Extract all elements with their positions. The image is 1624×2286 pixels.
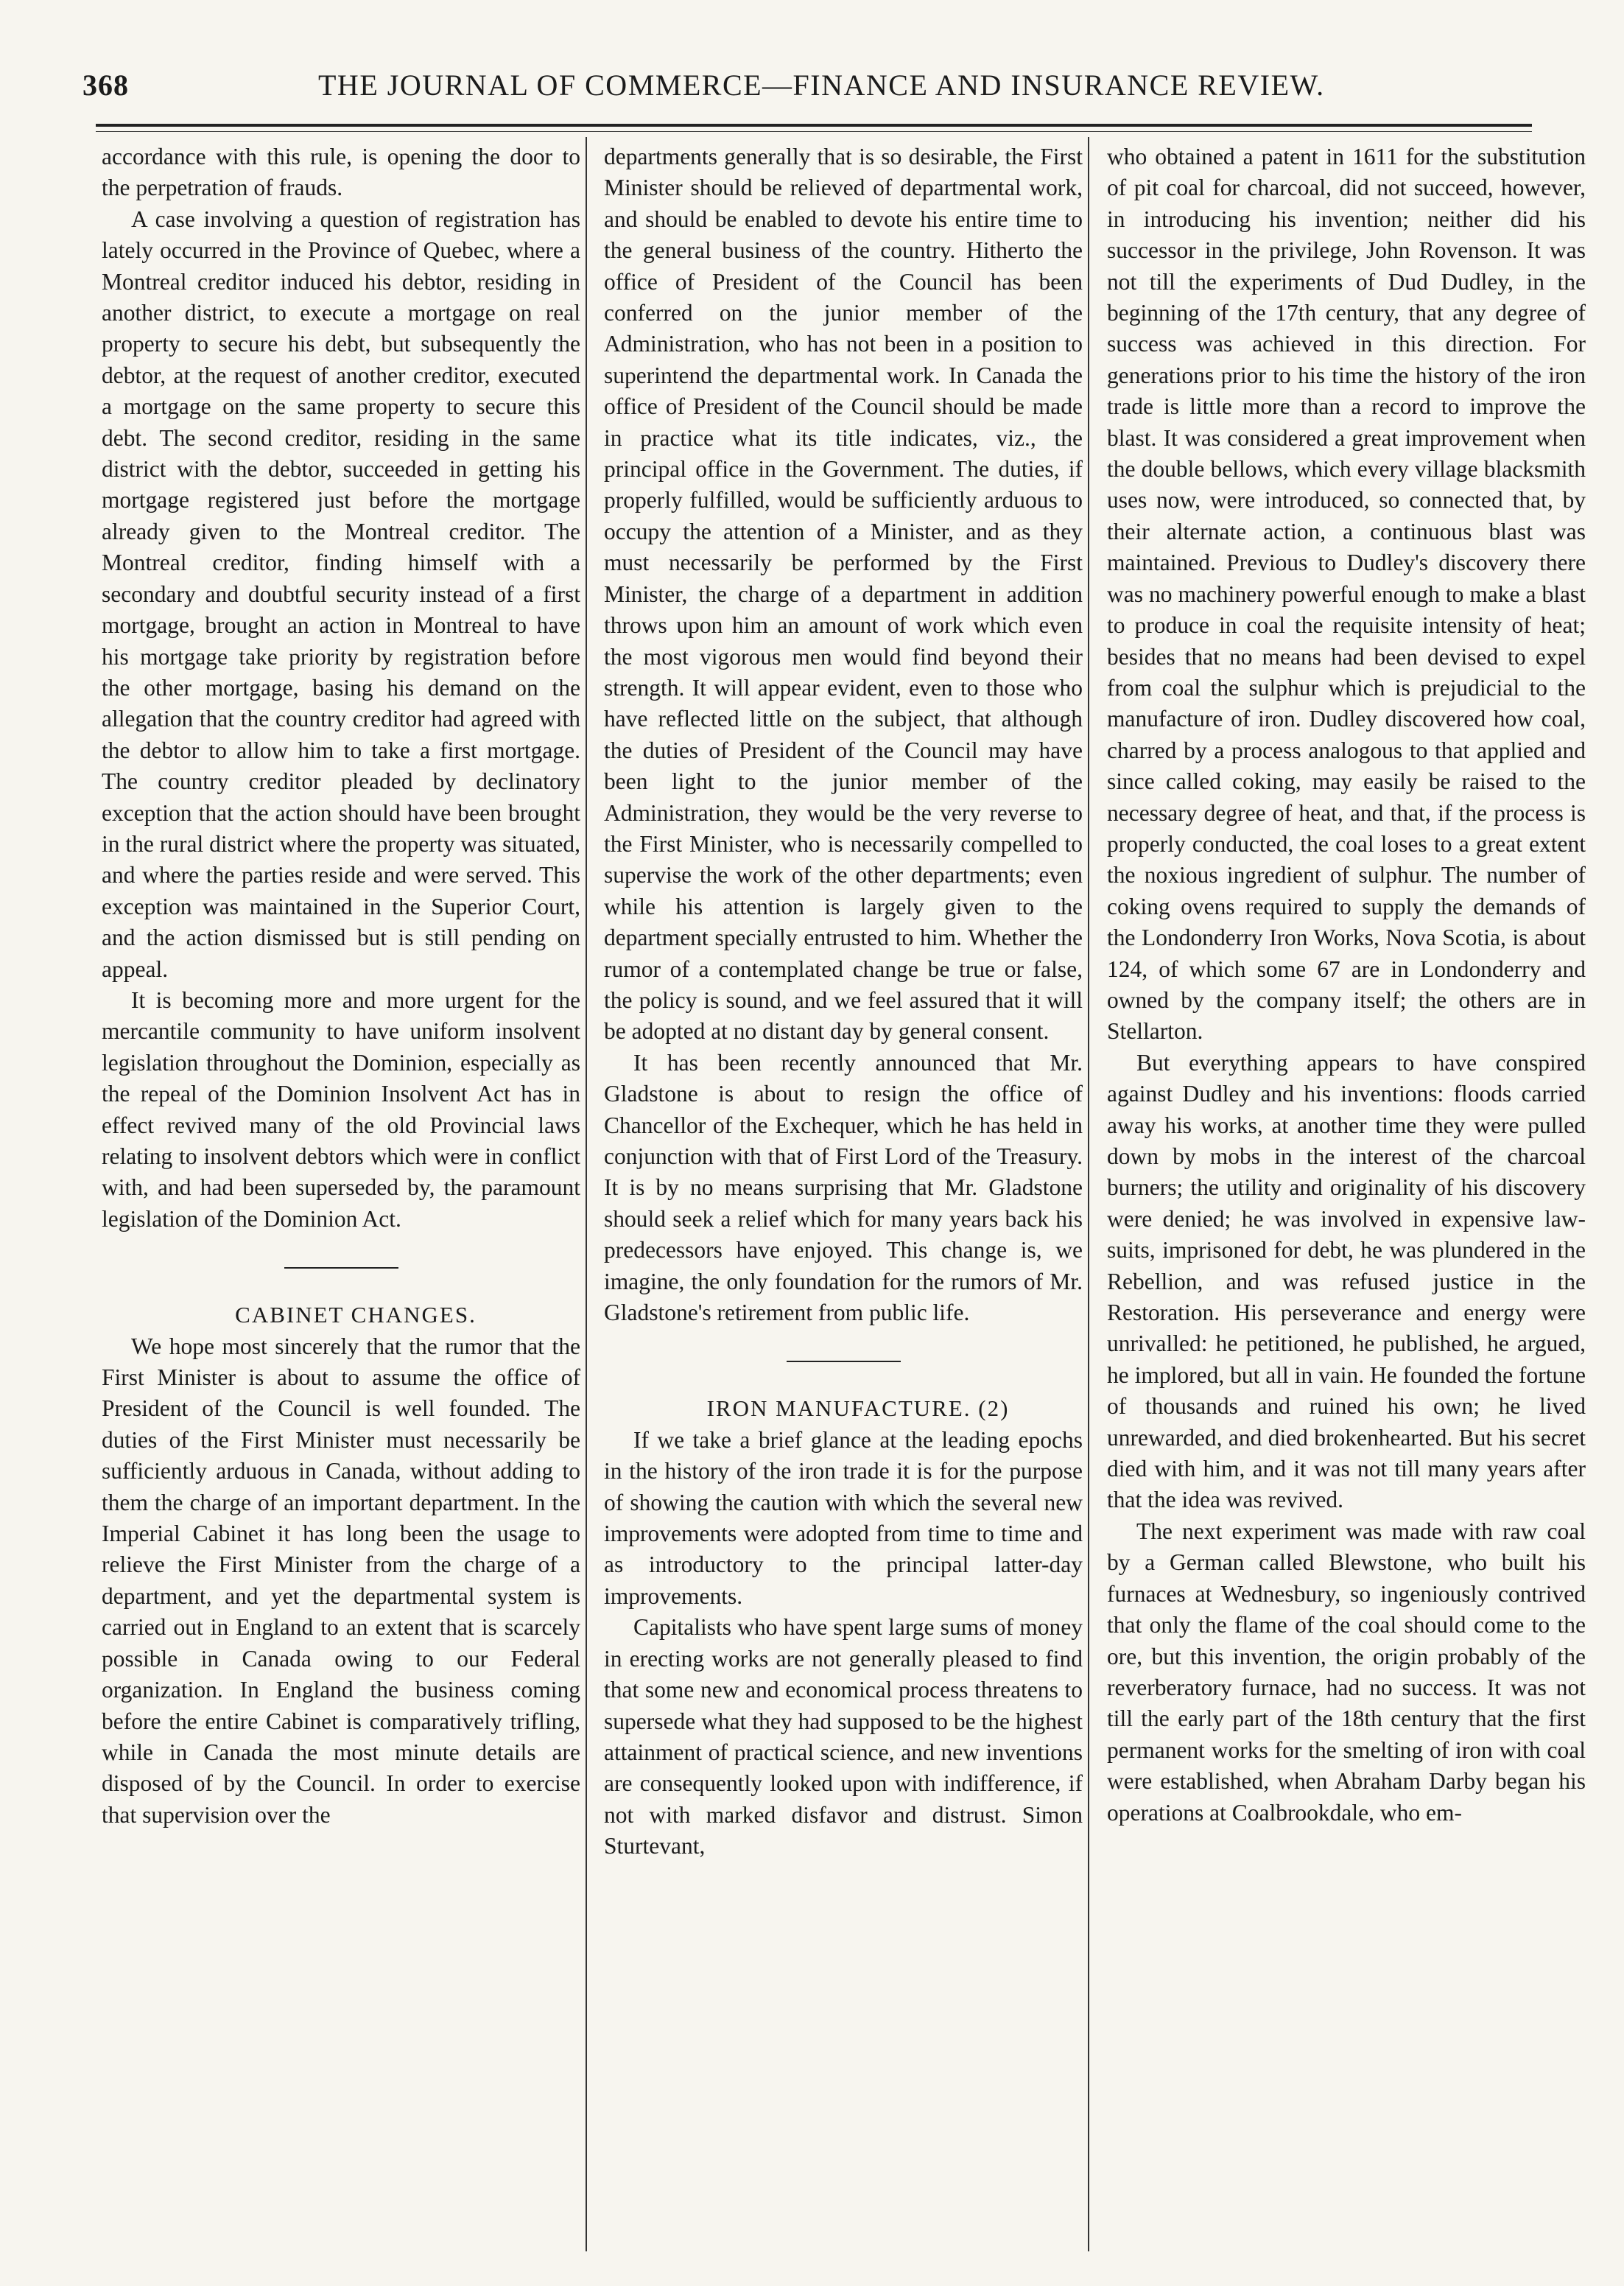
paragraph: But everything appears to have conspired against Dudley and his inventions: floods carried away his works, at another time they were pulled down by mobs in the interest of the charcoal burners; the utility and originality of his discovery were denied; he was involved in expensive law-suits, imprisoned for debt, he was plundered in the Rebellion, and was refused justice in the Restoration. His perseverance and energy were unrivalled: he petitioned, he published, he argued, he implored, but all in vain. He founded the fortune of thousands and ruined his own; he lived unrewarded, and died brokenhearted. But his secret died with him, and it was not till many years after that the idea was revived. — [1107, 1049, 1586, 1513]
column-2 — [604, 141, 1083, 1862]
section-heading-iron-manufacture: IRON MANUFACTURE. (2) — [706, 1395, 1010, 1422]
section-divider — [284, 1267, 398, 1269]
section-divider — [787, 1361, 901, 1362]
paragraph: departments generally that is so desirable, the First Minister should be relieved of departmental work, and should be enabled to devote his entire time to the general business of the country. Hitherto the office of President of the Council has been conferred on the junior member of the Administration, who has not been in a position to superintend the departmental work. In Canada the office of President of the Council should be made in practice what its title indicates, viz., the principal office in the Government. The duties, if properly fulfilled, would be sufficiently arduous to occupy the attention of a Minister, and as they must necessarily be performed by the First Minister, the charge of a department in addition throws upon him an amount of work which even the most vigorous men would find beyond their strength. It will appear evident, even to those who have reflected little on the subject, that although the duties of President of the Council may have been light to the junior member of the Administration, they would be the very reverse to the First Minister, who is necessarily compelled to supervise the work of the other departments; even while his attention is largely given to the department specially entrusted to him. Whether the rumor of a contemplated change be true or false, the policy is sound, and we feel assured that it will be adopted at no distant day by general consent. — [604, 144, 1083, 1045]
column-divider — [1088, 137, 1089, 2251]
paragraph: It has been recently announced that Mr. Gladstone is about to resign the office of Chancellor of the Exchequer, which he has held in conjunction with that of First Lord of the Treasury. It is by no means surprising that Mr. Gladstone should seek a relief which for many years back his predecessors have enjoyed. This change is, we imagine, the only foundation for the rumors of Mr. Gladstone's retirement from public life. — [604, 1049, 1083, 1326]
header-rule — [96, 124, 1532, 127]
running-title: THE JOURNAL OF COMMERCE—FINANCE AND INSURANCE REVIEW. — [318, 69, 1325, 102]
paragraph: who obtained a patent in 1611 for the substitution of pit coal for charcoal, did not succeed, however, in introducing his invention; neither did his successor in the privilege, John Rovenson. It was not till the experiments of Dud Dudley, in the beginning of the 17th century, that any degree of success was achieved in this direction. For generations prior to his time the history of the iron trade is little more than a record to improve the blast. It was considered a great improvement when the double bellows, which every village blacksmith uses now, were introduced, so connected that, by their alternate action, a continuous blast was maintained. Previous to Dudley's discovery there was no machinery powerful enough to make a blast to produce in coal the requisite intensity of heat; besides that no means had been devised to expel from coal the sulphur which is prejudicial to the manufacture of iron. Dudley discovered how coal, charred by a process analogous to that applied and since called coking, may easily be raised to the necessary degree of heat, and that, if the process is properly conducted, the coal loses to a great extent the noxious ingredient of sulphur. The number of coking ovens required to supply the demands of the Londonderry Iron Works, Nova Scotia, is about 124, of which some 67 are in Londonderry and owned by the company itself; the others are in Stellarton. — [1107, 144, 1586, 1045]
column-divider — [586, 137, 587, 2251]
paragraph: accordance with this rule, is opening the door to the perpetration of frauds. — [102, 144, 580, 201]
paragraph: If we take a brief glance at the leading epochs in the history of the iron trade it is for the purpose of showing the caution with which the several new improvements were adopted from time to time and as introductory to the principal latter-day improvements. — [604, 1426, 1083, 1609]
column-1 — [102, 141, 580, 1831]
section-heading-cabinet-changes: CABINET CHANGES. — [235, 1302, 477, 1328]
page-number: 368 — [82, 69, 129, 102]
paragraph: The next experiment was made with raw coal by a German called Blewstone, who built his furnaces at Wednesbury, so ingeniously contrived that only the flame of the coal should come to the ore, but this invention, the origin probably of the reverberatory furnace, had no success. It was not till the early part of the 18th century that the first permanent works for the smelting of iron with coal were established, when Abraham Darby began his operations at Coalbrookdale, who em- — [1107, 1518, 1586, 1826]
paragraph: A case involving a question of registration has lately occurred in the Province of Quebec, where a Montreal creditor induced his debtor, residing in another district, to execute a mortgage on real property to secure his debt, but subsequently the debtor, at the request of another creditor, executed a mortgage on the same property to secure this debt. The second creditor, residing in the same district with the debtor, succeeded in getting his mortgage registered just before the mortgage already given to the Montreal creditor. The Montreal creditor, finding himself with a secondary and doubtful security instead of a first mortgage, brought an action in Montreal to have his mortgage take priority by registration before the other mortgage, basing his demand on the allegation that the country creditor had agreed with the debtor to allow him to take a first mortgage. The country creditor pleaded by declinatory exception that the action should have been brought in the rural district where the property was situated, and where the parties reside and were served. This exception was maintained in the Superior Court, and the action dismissed but is still pending on appeal. — [102, 206, 580, 982]
header-rule-thin — [96, 131, 1532, 132]
paragraph: It is becoming more and more urgent for the mercantile community to have uniform insolvent legislation throughout the Dominion, especially as the repeal of the Dominion Insolvent Act has in effect revived many of the old Provincial laws relating to insolvent debtors which were in conflict with, and had been superseded by, the paramount legislation of the Dominion Act. — [102, 986, 580, 1232]
column-3 — [1107, 141, 1586, 1829]
paragraph: We hope most sincerely that the rumor that the First Minister is about to assume the office of President of the Council is well founded. The duties of the First Minister must necessarily be sufficiently arduous in Canada, without adding to them the charge of an important department. In the Imperial Cabinet it has long been the usage to relieve the First Minister from the charge of a department, and yet the departmental system is carried out in England to an extent that is scarcely possible in Canada owing to our Federal organization. In England the business coming before the entire Cabinet is comparatively trifling, while in Canada the most minute details are disposed of by the Council. In order to exercise that supervision over the — [102, 1333, 580, 1828]
page-header — [82, 68, 1511, 112]
paragraph: Capitalists who have spent large sums of money in erecting works are not generally pleased to find that some new and economical process threatens to supersede what they had supposed to be the highest attainment of practical science, and new inventions are consequently looked upon with indifference, if not with marked disfavor and distrust. Simon Sturtevant, — [604, 1614, 1083, 1859]
